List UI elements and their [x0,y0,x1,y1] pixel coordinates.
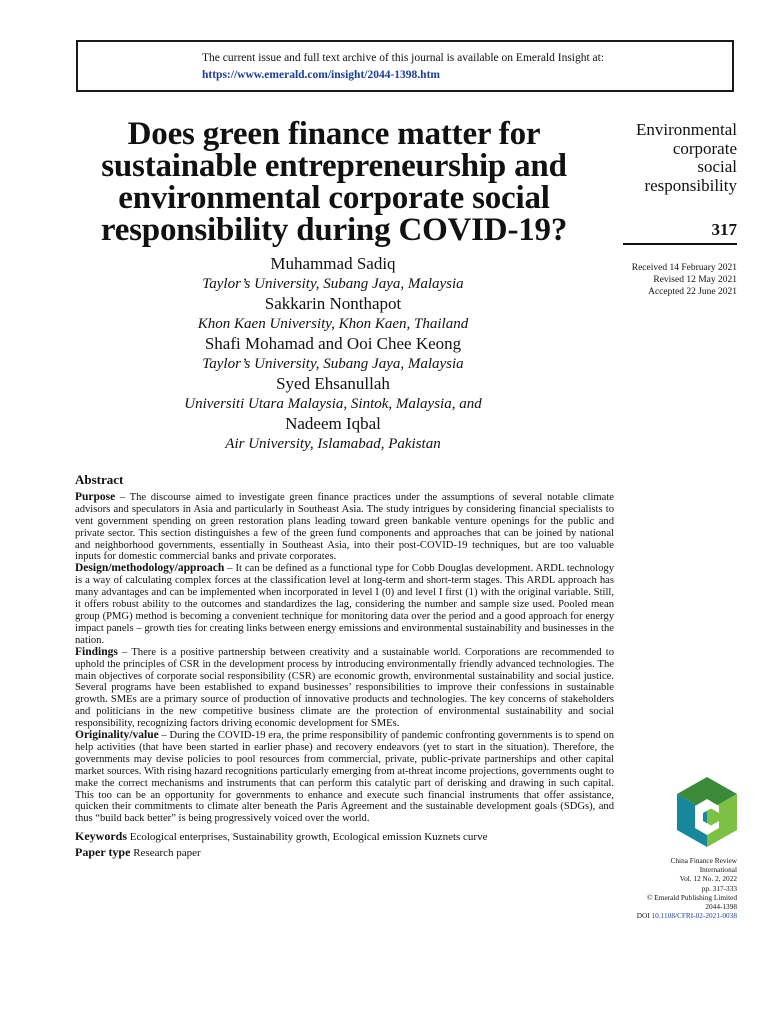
notice-text: The current issue and full text archive of this journal is available on Emerald Insight at: [202,52,605,64]
author-name: Syed Ehsanullah [276,374,390,393]
journal-logo-icon [677,777,737,847]
running-head-line: social [697,157,737,176]
running-head [567,121,737,195]
journal-name-line: International [699,865,737,875]
author-affiliation: Taylor’s University, Subang Jaya, Malaysia [202,276,464,292]
section-label: Findings [75,645,118,658]
page-range: pp. 317-333 [701,883,737,893]
author-affiliation: Khon Kaen University, Khon Kaen, Thailand [197,316,469,332]
publisher: © Emerald Publishing Limited [646,892,737,902]
journal-name-line: China Finance Review [670,856,737,865]
running-head-line: corporate [672,138,737,158]
running-head-line: responsibility [644,175,737,195]
abstract-purpose [75,492,614,563]
doi-prefix: DOI [636,911,652,921]
running-head-line: Environmental [635,120,737,139]
abstract-section [75,474,614,860]
publication-info [637,856,737,920]
section-label: Purpose [75,490,116,503]
received-date: Received 14 February 2021 [631,263,737,273]
volume-issue: Vol. 12 No. 2, 2022 [679,874,737,884]
abstract-heading: Abstract [75,472,124,487]
author-affiliation: Taylor’s University, Subang Jaya, Malaysia [202,356,464,372]
author-affiliation: Air University, Islamabad, Pakistan [225,436,441,452]
section-label: Originality/value [75,729,159,742]
abstract-design [75,563,614,646]
journal-notice-box [76,40,734,92]
author-affiliation: Universiti Utara Malaysia, Sintok, Malaysia, and [184,396,482,412]
accepted-date: Accepted 22 June 2021 [648,287,737,297]
abstract-findings [75,647,614,730]
author-name: Muhammad Sadiq [270,254,396,273]
paper-type-text: Research paper [133,847,201,860]
author-name: Sakkarin Nonthapot [264,294,402,313]
article-dates [632,262,737,298]
journal-url-link[interactable]: https://www.emerald.com/insight/2044-1398.htm [202,69,440,81]
doi-line [637,911,737,920]
page-number: 317 [711,220,737,239]
keywords-label: Keywords [75,829,127,844]
keywords-text: Ecological enterprises, Sustainability growth, Ecological emission Kuznets curve [129,831,488,844]
article-title: Does green finance matter for sustainable entrepreneurship and environmental corporate social responsibility during COVID-19? [100,116,568,248]
section-label: Design/methodology/approach [75,562,225,575]
author-name: Shafi Mohamad and Ooi Chee Keong [204,334,462,353]
section-text: – The discourse aimed to investigate green finance practices under the assumptions of several notable climate advisors and speculators in Asia and particularly in Southeast Asia. The study intrigues by considering financial specialists to vent government spending on green restoration plans leading toward green bankable venture openings for the public and private sector. This section distinguishes a few of the green fund components and approaches that can be joined by national and neighborhood governments, essentially in Southeast Asia, into their post-COVID-19 techniques, but are too valuable inputs for domestic commercial banks and private corporates. [75,491,614,563]
section-text: – During the COVID-19 era, the prime responsibility of pandemic confronting governments is to spend on help activities (that have been started in earlier phase) and recovery endeavors (yet to start in the situation). Therefore, the governments may devise policies to pool resources from commercial, private, public-private partnerships and other capital market sources. With rising hazard recognitions particularly emerging from at-threat income projections, governments ought to make the correct mechanisms and instruments that can perform this catalytic part of derisking and drawing in such capital. This too can be an opportunity for governments to enhance and execute such financial instruments that offer assistance, quicken their commitments to climate alter beneath the Paris Agreement and the sustainable development goals (SDGs), and thus “build back better” is being progressively voiced over the world. [75,730,614,825]
paper-type-label: Paper type [75,845,131,860]
doi-link[interactable]: 10.1108/CFRI-02-2021-0038 [651,911,737,921]
author-name: Nadeem Iqbal [285,414,381,433]
issn: 2044-1398 [705,902,737,912]
author-list [160,254,506,454]
paper-type [75,845,614,860]
keywords [75,829,614,844]
abstract-originality [75,730,614,825]
page-number-rule [623,243,737,245]
section-text: – There is a positive partnership between creativity and a sustainable world. Corporations are recommended to uphold the principles of CSR in the development process by introducing environmentally friendly advanced technologies. The main objectives of corporate social responsibility (CSR) are economic growth, environmental sustainability and social justice. Several programs have been established to expand businesses’ responsibilities to improve their confessions in sustainable growth. SMEs are a primary source of production of innovative products and technologies. The key concerns of stakeholders and politicians in the new competitive business climate are the protection of environmental sustainability and social responsibility, recognizing factors driving economic development for SMEs. [75,646,614,730]
section-text: – It can be defined as a functional type for Cobb Douglas development. ARDL technology is a way of calculating complex forces at the classification level at long-term and short-term stages. This ARDL approach has many advantages and can be implemented when incorporated in level I (0) and level I first (1) with the original variable. Still, it offers robust ability to the outcomes and standardizes the lag, considering the number and sample size used. Pooled mean group (PMG) method is becoming a convenient technique for monitoring data over the period and a good approach for energy impact panels – growth ties for creating links between energy emissions and environmental sustainability and businesses in the nation. [75,563,614,646]
revised-date: Revised 12 May 2021 [653,275,737,285]
